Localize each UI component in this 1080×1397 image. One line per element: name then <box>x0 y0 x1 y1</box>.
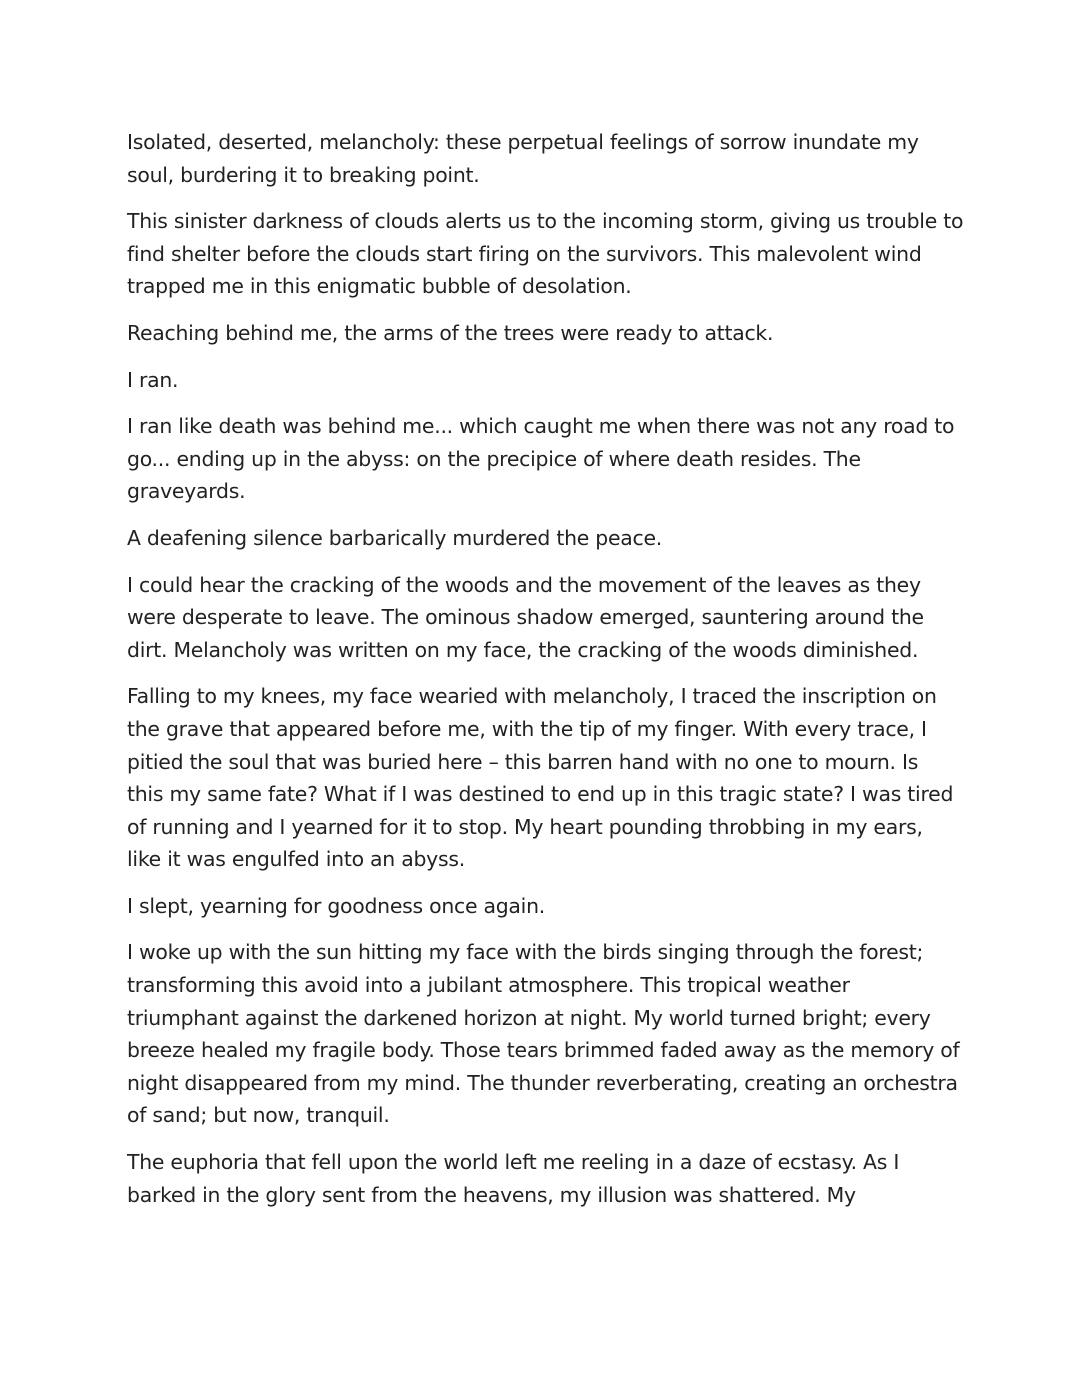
text-line: I could hear the cracking of the woods and the movement of the leaves as they <box>127 572 921 597</box>
paragraph-2 <box>127 205 964 303</box>
text-line: soul, burdering it to breaking point. <box>127 162 480 187</box>
text-line: the grave that appeared before me, with the tip of my finger. With every trace, I <box>127 716 927 741</box>
paragraph-4 <box>127 364 957 397</box>
text-line: This sinister darkness of clouds alerts us to the incoming storm, giving us trouble to <box>127 209 964 234</box>
paragraph-10 <box>127 936 960 1132</box>
paragraph-7 <box>127 569 957 667</box>
text-line: Reaching behind me, the arms of the trees were ready to attack. <box>127 320 774 345</box>
text-line: dirt. Melancholy was written on my face, the cracking of the woods diminished. <box>127 637 919 662</box>
paragraph-6 <box>127 522 957 555</box>
text-line: transforming this avoid into a jubilant atmosphere. This tropical weather <box>127 973 850 998</box>
paragraph-11 <box>127 1146 957 1211</box>
text-line: go... ending up in the abyss: on the precipice of where death resides. The <box>127 446 861 471</box>
paragraph-5 <box>127 410 957 508</box>
text-line: graveyards. <box>127 479 246 504</box>
paragraph-9 <box>127 890 957 923</box>
text-line: triumphant against the darkened horizon at night. My world turned bright; every <box>127 1005 931 1030</box>
text-line: this my same fate? What if I was destined to end up in this tragic state? I was tired <box>127 782 954 807</box>
text-line: The euphoria that fell upon the world left me reeling in a daze of ecstasy. As I <box>127 1150 900 1175</box>
text-line: I ran like death was behind me... which caught me when there was not any road to <box>127 414 955 439</box>
text-line: pitied the soul that was buried here – this barren hand with no one to mourn. Is <box>127 749 919 774</box>
document-page <box>127 126 964 1225</box>
text-line: find shelter before the clouds start firing on the survivors. This malevolent wind <box>127 241 922 266</box>
paragraph-3 <box>127 317 957 350</box>
text-line: of sand; but now, tranquil. <box>127 1103 390 1128</box>
paragraph-8 <box>127 680 957 876</box>
text-line: like it was engulfed into an abyss. <box>127 847 465 872</box>
text-line: A deafening silence barbarically murdered the peace. <box>127 525 662 550</box>
text-line: Falling to my knees, my face wearied with melancholy, I traced the inscription on <box>127 684 937 709</box>
text-line: breeze healed my fragile body. Those tears brimmed faded away as the memory of <box>127 1038 960 1063</box>
text-line: I woke up with the sun hitting my face with the birds singing through the forest; <box>127 940 924 965</box>
text-line: barked in the glory sent from the heavens, my illusion was shattered. My <box>127 1182 856 1207</box>
text-line: I slept, yearning for goodness once again. <box>127 893 545 918</box>
text-line: were desperate to leave. The ominous shadow emerged, sauntering around the <box>127 605 924 630</box>
text-line: Isolated, deserted, melancholy: these perpetual feelings of sorrow inundate my <box>127 130 919 154</box>
text-line: I ran. <box>127 367 179 392</box>
text-line: of running and I yearned for it to stop. My heart pounding throbbing in my ears, <box>127 814 923 839</box>
text-line: trapped me in this enigmatic bubble of desolation. <box>127 274 632 299</box>
paragraph-1 <box>127 126 957 191</box>
text-line: night disappeared from my mind. The thunder reverberating, creating an orchestra <box>127 1070 958 1095</box>
